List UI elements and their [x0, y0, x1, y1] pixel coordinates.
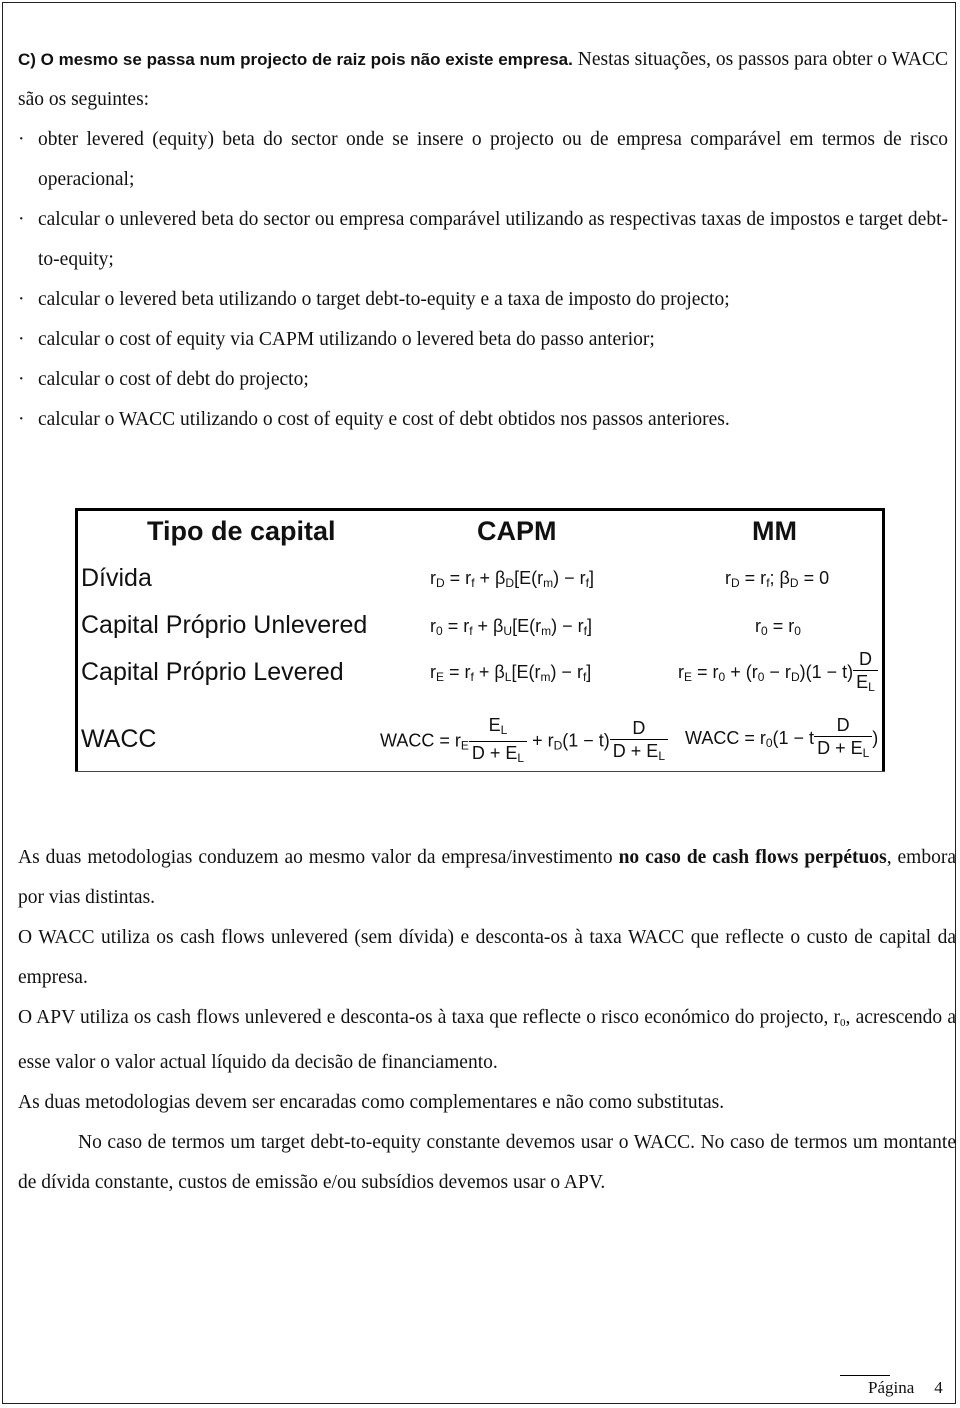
- bullet-mark: ·: [18, 369, 25, 390]
- intro-rest: Nestas situações, os passos para obter o WACC são os seguintes:: [18, 49, 948, 110]
- bullet-text: calcular o levered beta utilizando o target debt-to-equity e a taxa de imposto do projecto;: [38, 289, 730, 310]
- formula-mm-debt: $r_D = r_f$; $\beta_D = 0$: [725, 568, 830, 590]
- p1-bold: no caso de cash flows perpétuos: [618, 847, 887, 868]
- bullet-mark: ·: [18, 409, 25, 430]
- intro-section: [18, 40, 948, 440]
- p3-text-a: O APV utiliza os cash flows unlevered e desconta-os à taxa que reflecte o risco económico do projecto, r: [18, 1007, 841, 1028]
- list-item: [18, 320, 948, 360]
- list-item: [18, 120, 948, 200]
- header-capm: CAPM: [477, 516, 557, 546]
- table-right-rule: [882, 508, 885, 772]
- paragraph-complementary: As duas metodologias devem ser encaradas como complementares e não como substitutas.: [18, 1092, 725, 1113]
- bullet-mark: ·: [18, 289, 25, 310]
- p1-text-a: As duas metodologias conduzem ao mesmo valor da empresa/investimento: [18, 847, 619, 868]
- paragraph-choice: No caso de termos um target debt-to-equity constante devemos usar o WACC. No caso de termos um montante de dívida constante, custos de emissão e/ou subsídios devemos usar o APV.: [18, 1132, 956, 1193]
- list-item: [18, 360, 948, 400]
- row-label-divida: Dívida: [81, 564, 152, 592]
- table-left-rule: [75, 508, 78, 772]
- row-label-levered: Capital Próprio Levered: [81, 658, 344, 686]
- formula-mm-wacc: WACC = $r_0(1 - t$ $\frac{D}{D + E_L}$ ): [685, 715, 879, 760]
- p3-subscript: 0: [840, 1017, 846, 1029]
- bullet-text: calcular o cost of equity via CAPM utilizando o levered beta do passo anterior;: [38, 329, 655, 350]
- header-mm: MM: [752, 516, 797, 546]
- list-item: [18, 400, 948, 440]
- cost-of-capital-table: [75, 508, 885, 772]
- formula-mm-levered: $r_E = r_0 + (r_0 - r_D)(1 - t)$ $\frac{D}{E_L}$: [678, 648, 878, 698]
- paragraph-apv: [18, 998, 956, 1083]
- table-bottom-rule: [75, 771, 885, 772]
- bullet-mark: ·: [18, 129, 25, 150]
- conclusion-section: [18, 838, 956, 1203]
- footer-label: Página: [868, 1378, 915, 1397]
- formula-capm-wacc: WACC = $r_E$ $\frac{E_L}{D + E_L}$ + $r_D(1 - t)$ $\frac{D}{D + E_L}$: [380, 714, 668, 769]
- bullet-mark: ·: [18, 329, 25, 350]
- p3-text-b: , acrescendo a esse valor o valor actual líquido da decisão de financiamento.: [18, 1007, 957, 1073]
- header-tipo-de-capital: Tipo de capital: [147, 516, 336, 546]
- formula-capm-debt: $r_D = r_f + \beta_D[E(r_m) - r_f]$: [430, 568, 594, 590]
- page-number: 4: [934, 1378, 943, 1397]
- bullet-text: obter levered (equity) beta do sector onde se insere o projecto ou de empresa comparável em termos de risco operacional;: [38, 129, 948, 190]
- row-label-wacc: WACC: [81, 725, 157, 753]
- formula-capm-levered: $r_E = r_f + \beta_L[E(r_m) - r_f]$: [430, 662, 592, 684]
- bullet-mark: ·: [18, 209, 25, 230]
- bullet-text: calcular o cost of debt do projecto;: [38, 369, 309, 390]
- page-footer: [868, 1378, 943, 1398]
- formula-mm-unlevered: $r_0 = r_0$: [755, 616, 801, 638]
- table-top-rule: [75, 508, 885, 511]
- p1-text-b: , embora por vias distintas.: [18, 847, 956, 908]
- row-label-unlevered: Capital Próprio Unlevered: [81, 611, 368, 639]
- intro-bold: C) O mesmo se passa num projecto de raiz pois não existe empresa.: [18, 50, 573, 69]
- paragraph-wacc: O WACC utiliza os cash flows unlevered (sem dívida) e desconta-os à taxa WACC que reflecte o custo de capital da empresa.: [18, 927, 956, 988]
- bullet-text: calcular o unlevered beta do sector ou empresa comparável utilizando as respectivas taxas de impostos e target debt-to-equity;: [38, 209, 948, 270]
- list-item: [18, 200, 948, 280]
- bullet-text: calcular o WACC utilizando o cost of equity e cost of debt obtidos nos passos anteriores.: [38, 409, 730, 430]
- paragraph-equivalence: [18, 838, 956, 918]
- intro-paragraph: [18, 40, 948, 120]
- list-item: [18, 280, 948, 320]
- formula-capm-unlevered: $r_0 = r_f + \beta_U[E(r_m) - r_f]$: [430, 616, 592, 638]
- footer-rule: [840, 1375, 890, 1376]
